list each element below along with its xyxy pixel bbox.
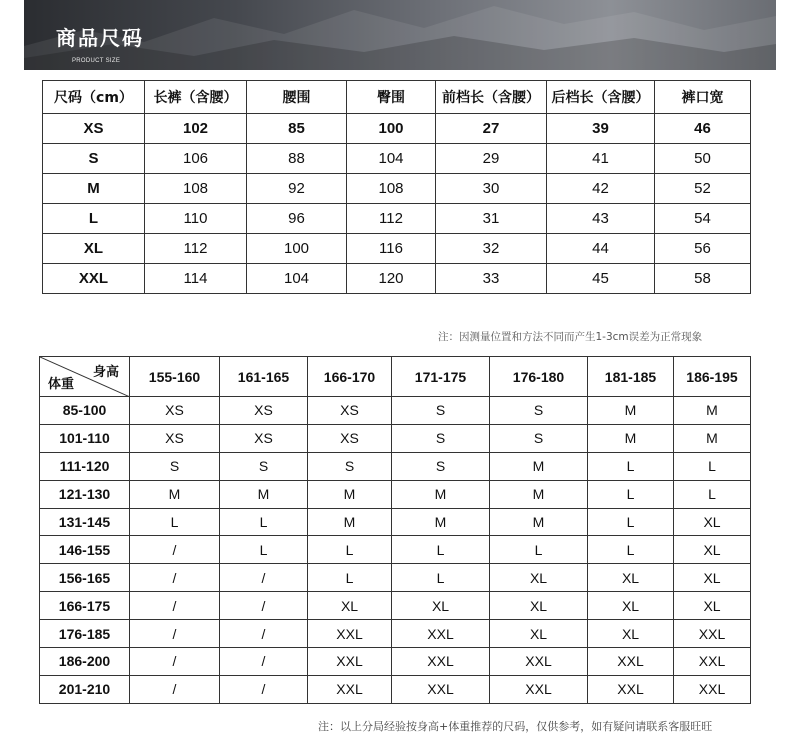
recommended-size-cell: L [490, 536, 588, 564]
recommended-size-cell: M [220, 480, 308, 508]
recommended-size-cell: / [220, 648, 308, 676]
fit-table-row [40, 452, 751, 480]
recommended-size-cell: XXL [392, 675, 490, 703]
measurement-cell: 104 [347, 144, 436, 174]
height-range-header: 181-185 [588, 357, 674, 397]
recommended-size-cell: XL [674, 592, 751, 620]
measurement-cell: 30 [436, 174, 547, 204]
measurement-cell: 27 [436, 114, 547, 144]
recommended-size-cell: XL [392, 592, 490, 620]
recommended-size-cell: L [588, 452, 674, 480]
recommended-size-cell: XL [490, 592, 588, 620]
recommended-size-cell: / [130, 675, 220, 703]
measurement-cell: 52 [655, 174, 751, 204]
height-range-header: 161-165 [220, 357, 308, 397]
fit-table-row [40, 620, 751, 648]
measurement-note: 注：因测量位置和方法不同而产生1-3cm误差为正常现象 [438, 331, 703, 343]
recommended-size-cell: M [490, 480, 588, 508]
recommended-size-cell: XXL [308, 620, 392, 648]
recommended-size-cell: L [392, 536, 490, 564]
recommended-size-cell: M [392, 480, 490, 508]
recommended-size-cell: S [392, 424, 490, 452]
size-table-row [43, 264, 751, 294]
measurement-cell: 116 [347, 234, 436, 264]
recommended-size-cell: L [588, 536, 674, 564]
fit-table-row [40, 675, 751, 703]
recommended-size-cell: XL [588, 620, 674, 648]
measurement-cell: 85 [247, 114, 347, 144]
recommended-size-cell: XS [130, 397, 220, 425]
recommended-size-cell: S [392, 452, 490, 480]
measurement-cell: 54 [655, 204, 751, 234]
recommended-size-cell: XS [220, 397, 308, 425]
recommended-size-cell: S [490, 424, 588, 452]
recommended-size-cell: / [130, 620, 220, 648]
fit-table-row [40, 536, 751, 564]
recommended-size-cell: L [674, 452, 751, 480]
measurement-cell: 58 [655, 264, 751, 294]
recommended-size-cell: XL [490, 620, 588, 648]
measurement-cell: 102 [145, 114, 247, 144]
height-range-header: 186-195 [674, 357, 751, 397]
recommended-size-cell: S [392, 397, 490, 425]
recommended-size-cell: XL [308, 592, 392, 620]
recommended-size-cell: M [588, 424, 674, 452]
recommended-size-cell: / [130, 648, 220, 676]
size-table-header: 臀围 [347, 81, 436, 114]
size-table-row [43, 114, 751, 144]
fit-table-header-row [40, 357, 751, 397]
weight-axis-label: 体重 [48, 377, 75, 392]
measurement-cell: 112 [347, 204, 436, 234]
recommended-size-cell: L [220, 536, 308, 564]
recommended-size-cell: XL [588, 592, 674, 620]
recommended-size-cell: XS [308, 424, 392, 452]
size-table-header: 腰围 [247, 81, 347, 114]
recommended-size-cell: XXL [588, 675, 674, 703]
fit-table-row [40, 508, 751, 536]
recommended-size-cell: XXL [392, 648, 490, 676]
weight-range-cell: 176-185 [40, 620, 130, 648]
size-label-cell: M [43, 174, 145, 204]
measurement-cell: 46 [655, 114, 751, 144]
recommended-size-cell: L [588, 480, 674, 508]
recommended-size-cell: XL [674, 536, 751, 564]
size-table-row [43, 144, 751, 174]
weight-range-cell: 156-165 [40, 564, 130, 592]
measurement-cell: 108 [145, 174, 247, 204]
measurement-cell: 56 [655, 234, 751, 264]
recommended-size-cell: / [220, 620, 308, 648]
measurement-cell: 31 [436, 204, 547, 234]
height-axis-label: 身高 [92, 365, 119, 380]
recommended-size-cell: S [308, 452, 392, 480]
measurement-cell: 100 [347, 114, 436, 144]
recommended-size-cell: XS [308, 397, 392, 425]
recommended-size-cell: XL [588, 564, 674, 592]
size-table-header-row [43, 81, 751, 114]
measurement-cell: 39 [547, 114, 655, 144]
recommended-size-cell: L [674, 480, 751, 508]
measurement-cell: 41 [547, 144, 655, 174]
recommended-size-cell: / [220, 564, 308, 592]
size-table-header: 裤口宽 [655, 81, 751, 114]
recommended-size-cell: / [130, 564, 220, 592]
recommended-size-cell: XXL [308, 675, 392, 703]
height-range-header: 166-170 [308, 357, 392, 397]
size-measurement-table [42, 80, 751, 294]
weight-range-cell: 201-210 [40, 675, 130, 703]
recommended-size-cell: M [674, 397, 751, 425]
weight-range-cell: 85-100 [40, 397, 130, 425]
recommended-size-cell: M [490, 508, 588, 536]
measurement-cell: 33 [436, 264, 547, 294]
size-label-cell: L [43, 204, 145, 234]
recommended-size-cell: M [674, 424, 751, 452]
recommendation-note: 注：以上分局经验按身高+体重推荐的尺码，仅供参考，如有疑问请联系客服旺旺 [318, 720, 713, 733]
recommended-size-cell: XXL [490, 675, 588, 703]
recommended-size-cell: / [130, 536, 220, 564]
recommended-size-cell: L [220, 508, 308, 536]
size-table-header: 后档长（含腰） [547, 81, 655, 114]
measurement-cell: 120 [347, 264, 436, 294]
size-table-header: 长裤（含腰） [145, 81, 247, 114]
weight-range-cell: 101-110 [40, 424, 130, 452]
height-range-header: 176-180 [490, 357, 588, 397]
recommended-size-cell: L [588, 508, 674, 536]
recommended-size-cell: L [392, 564, 490, 592]
recommended-size-cell: XXL [674, 620, 751, 648]
measurement-cell: 96 [247, 204, 347, 234]
recommended-size-cell: XXL [674, 648, 751, 676]
recommended-size-cell: M [130, 480, 220, 508]
measurement-cell: 44 [547, 234, 655, 264]
recommended-size-cell: M [308, 508, 392, 536]
recommended-size-cell: L [308, 536, 392, 564]
size-recommendation-table [39, 356, 751, 704]
corner-header-cell [40, 357, 130, 397]
fit-table-row [40, 592, 751, 620]
size-table-row [43, 234, 751, 264]
measurement-cell: 88 [247, 144, 347, 174]
measurement-cell: 100 [247, 234, 347, 264]
recommended-size-cell: S [490, 397, 588, 425]
recommended-size-cell: L [130, 508, 220, 536]
measurement-cell: 29 [436, 144, 547, 174]
measurement-cell: 45 [547, 264, 655, 294]
measurement-cell: 114 [145, 264, 247, 294]
recommended-size-cell: XXL [392, 620, 490, 648]
page-subtitle: PRODUCT SIZE [72, 58, 121, 64]
weight-range-cell: 111-120 [40, 452, 130, 480]
recommended-size-cell: XXL [490, 648, 588, 676]
fit-table-row [40, 397, 751, 425]
weight-range-cell: 166-175 [40, 592, 130, 620]
recommended-size-cell: XL [490, 564, 588, 592]
weight-range-cell: 131-145 [40, 508, 130, 536]
measurement-cell: 108 [347, 174, 436, 204]
recommended-size-cell: XXL [308, 648, 392, 676]
recommended-size-cell: XL [674, 564, 751, 592]
size-label-cell: XL [43, 234, 145, 264]
height-range-header: 171-175 [392, 357, 490, 397]
recommended-size-cell: XXL [588, 648, 674, 676]
recommended-size-cell: / [220, 592, 308, 620]
recommended-size-cell: S [130, 452, 220, 480]
size-table-row [43, 204, 751, 234]
weight-range-cell: 146-155 [40, 536, 130, 564]
size-table-header: 前档长（含腰） [436, 81, 547, 114]
size-label-cell: XXL [43, 264, 145, 294]
recommended-size-cell: XS [220, 424, 308, 452]
measurement-cell: 92 [247, 174, 347, 204]
measurement-cell: 106 [145, 144, 247, 174]
recommended-size-cell: L [308, 564, 392, 592]
size-label-cell: XS [43, 114, 145, 144]
measurement-cell: 42 [547, 174, 655, 204]
recommended-size-cell: / [130, 592, 220, 620]
measurement-cell: 32 [436, 234, 547, 264]
size-label-cell: S [43, 144, 145, 174]
fit-table-row [40, 424, 751, 452]
recommended-size-cell: M [588, 397, 674, 425]
weight-range-cell: 186-200 [40, 648, 130, 676]
recommended-size-cell: / [220, 675, 308, 703]
fit-table-row [40, 564, 751, 592]
recommended-size-cell: XL [674, 508, 751, 536]
recommended-size-cell: XS [130, 424, 220, 452]
header-banner [24, 0, 776, 70]
measurement-cell: 110 [145, 204, 247, 234]
recommended-size-cell: M [490, 452, 588, 480]
size-table-row [43, 174, 751, 204]
measurement-cell: 50 [655, 144, 751, 174]
recommended-size-cell: M [308, 480, 392, 508]
recommended-size-cell: M [392, 508, 490, 536]
recommended-size-cell: S [220, 452, 308, 480]
page-title: 商品尺码 [56, 26, 144, 50]
measurement-cell: 112 [145, 234, 247, 264]
fit-table-row [40, 648, 751, 676]
measurement-cell: 43 [547, 204, 655, 234]
fit-table-row [40, 480, 751, 508]
measurement-cell: 104 [247, 264, 347, 294]
weight-range-cell: 121-130 [40, 480, 130, 508]
height-range-header: 155-160 [130, 357, 220, 397]
size-table-header: 尺码（cm） [43, 81, 145, 114]
recommended-size-cell: XXL [674, 675, 751, 703]
